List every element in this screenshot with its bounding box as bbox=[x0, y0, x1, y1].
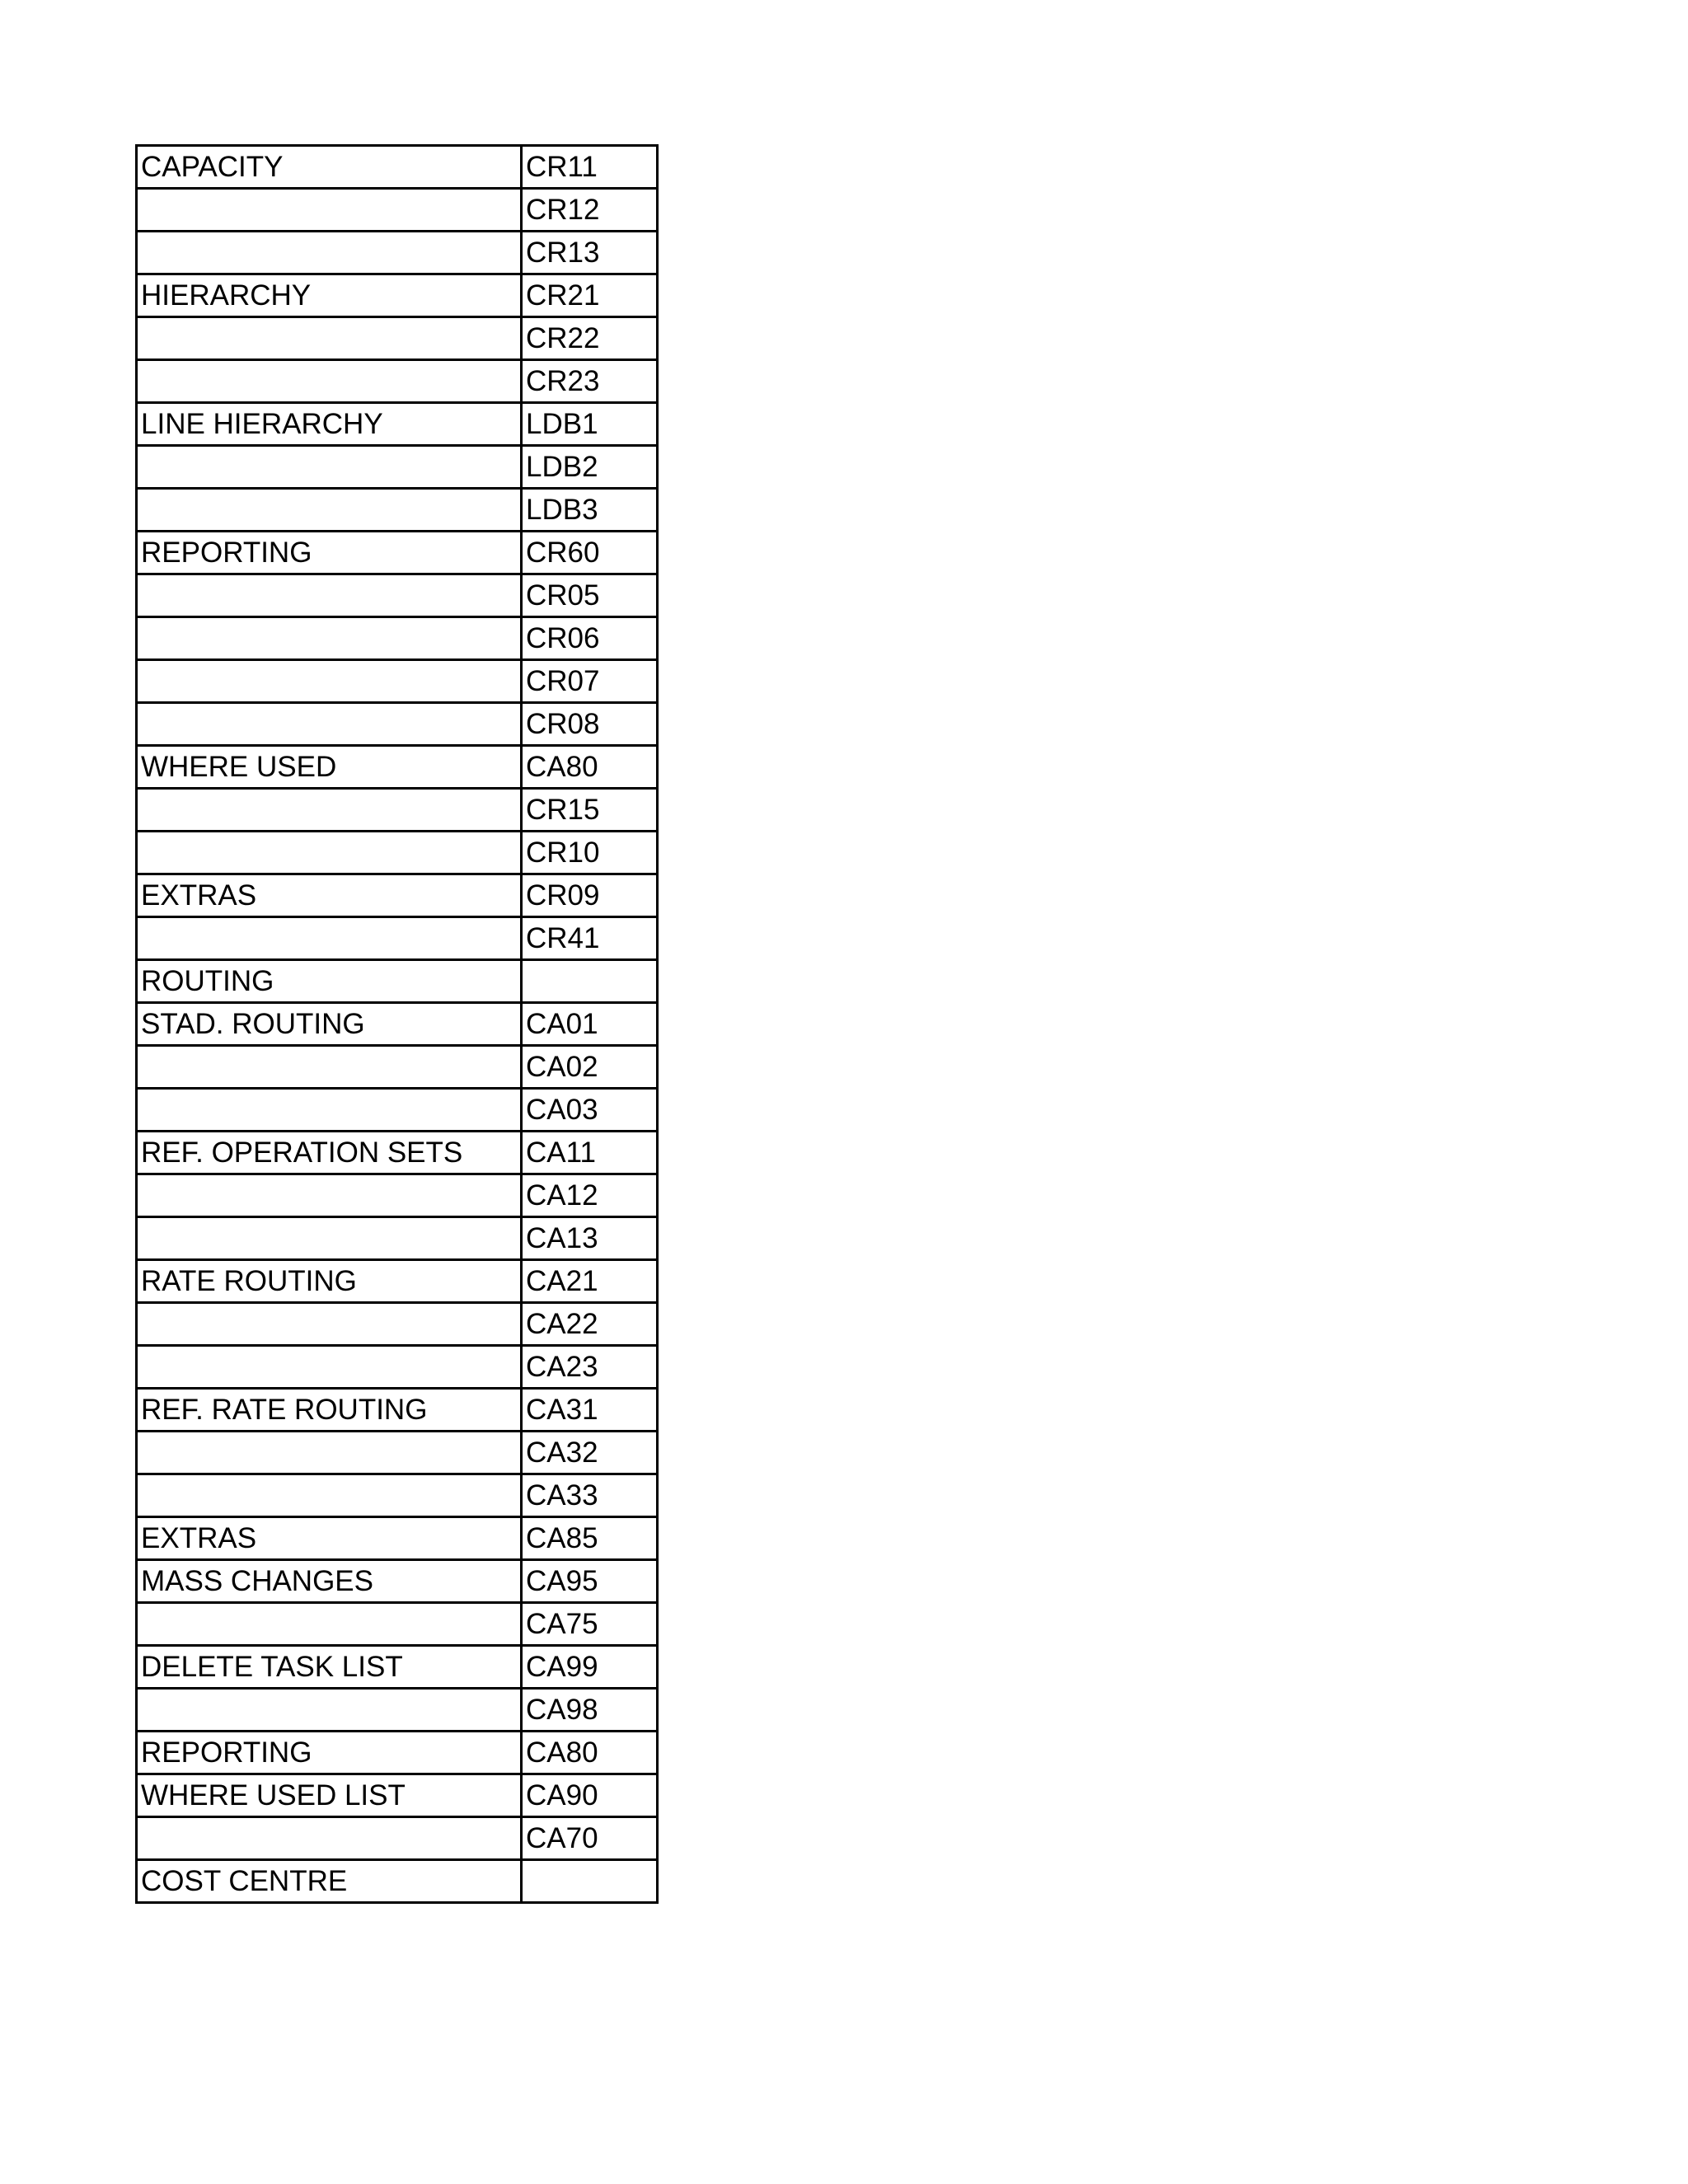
menu-label-cell: REPORTING bbox=[137, 532, 522, 574]
table-row bbox=[137, 574, 658, 617]
menu-label-cell: RATE ROUTING bbox=[137, 1260, 522, 1303]
transaction-code-cell: CA80 bbox=[522, 1732, 658, 1774]
menu-label-cell bbox=[137, 1817, 522, 1860]
menu-label-cell bbox=[137, 317, 522, 360]
table-row bbox=[137, 1217, 658, 1260]
menu-label-cell: EXTRAS bbox=[137, 874, 522, 917]
table-row bbox=[137, 232, 658, 274]
transaction-code-table bbox=[135, 144, 659, 1904]
menu-label-cell: REF. RATE ROUTING bbox=[137, 1389, 522, 1432]
transaction-code-cell: CR12 bbox=[522, 189, 658, 232]
menu-label-cell: HIERARCHY bbox=[137, 274, 522, 317]
transaction-code-cell: CR15 bbox=[522, 789, 658, 832]
table-row bbox=[137, 960, 658, 1003]
menu-label-cell bbox=[137, 1046, 522, 1089]
transaction-code-cell: LDB1 bbox=[522, 403, 658, 446]
menu-label-cell: WHERE USED LIST bbox=[137, 1774, 522, 1817]
menu-label-cell bbox=[137, 1603, 522, 1646]
menu-label-cell bbox=[137, 446, 522, 489]
table-row bbox=[137, 1089, 658, 1132]
menu-label-cell: COST CENTRE bbox=[137, 1860, 522, 1903]
transaction-code-cell: CR05 bbox=[522, 574, 658, 617]
transaction-code-cell bbox=[522, 1860, 658, 1903]
table-row bbox=[137, 189, 658, 232]
transaction-code-cell: LDB3 bbox=[522, 489, 658, 532]
table-row bbox=[137, 1174, 658, 1217]
transaction-code-cell: CA75 bbox=[522, 1603, 658, 1646]
table-row bbox=[137, 1646, 658, 1689]
table-row bbox=[137, 1303, 658, 1346]
menu-label-cell: REPORTING bbox=[137, 1732, 522, 1774]
transaction-code-cell: CA01 bbox=[522, 1003, 658, 1046]
table-row bbox=[137, 1603, 658, 1646]
table-row bbox=[137, 1732, 658, 1774]
transaction-code-cell: CR08 bbox=[522, 703, 658, 746]
transaction-code-cell: CR21 bbox=[522, 274, 658, 317]
menu-label-cell bbox=[137, 917, 522, 960]
transaction-code-cell: CA80 bbox=[522, 746, 658, 789]
transaction-code-cell: CA13 bbox=[522, 1217, 658, 1260]
menu-label-cell: CAPACITY bbox=[137, 146, 522, 189]
table-row bbox=[137, 789, 658, 832]
table-row bbox=[137, 703, 658, 746]
table-body bbox=[137, 146, 658, 1903]
table-row bbox=[137, 1774, 658, 1817]
transaction-code-cell: CR41 bbox=[522, 917, 658, 960]
table-row bbox=[137, 1046, 658, 1089]
table-row bbox=[137, 1003, 658, 1046]
transaction-code-cell: CA11 bbox=[522, 1132, 658, 1174]
table-row bbox=[137, 746, 658, 789]
table-row bbox=[137, 1860, 658, 1903]
transaction-code-cell: LDB2 bbox=[522, 446, 658, 489]
transaction-code-cell: CA98 bbox=[522, 1689, 658, 1732]
menu-label-cell: MASS CHANGES bbox=[137, 1560, 522, 1603]
transaction-code-cell: CR10 bbox=[522, 832, 658, 874]
table-row bbox=[137, 360, 658, 403]
menu-label-cell bbox=[137, 574, 522, 617]
transaction-code-cell: CA90 bbox=[522, 1774, 658, 1817]
table-row bbox=[137, 532, 658, 574]
menu-label-cell bbox=[137, 660, 522, 703]
transaction-code-cell: CA70 bbox=[522, 1817, 658, 1860]
table-row bbox=[137, 1346, 658, 1389]
transaction-code-cell: CA85 bbox=[522, 1517, 658, 1560]
menu-label-cell: EXTRAS bbox=[137, 1517, 522, 1560]
menu-label-cell bbox=[137, 1432, 522, 1474]
transaction-code-cell bbox=[522, 960, 658, 1003]
table-row bbox=[137, 917, 658, 960]
menu-label-cell bbox=[137, 1217, 522, 1260]
menu-label-cell bbox=[137, 832, 522, 874]
transaction-code-cell: CR11 bbox=[522, 146, 658, 189]
menu-label-cell bbox=[137, 1089, 522, 1132]
menu-label-cell: STAD. ROUTING bbox=[137, 1003, 522, 1046]
table-row bbox=[137, 1474, 658, 1517]
menu-label-cell bbox=[137, 1303, 522, 1346]
menu-label-cell: DELETE TASK LIST bbox=[137, 1646, 522, 1689]
menu-label-cell bbox=[137, 1174, 522, 1217]
menu-label-cell: WHERE USED bbox=[137, 746, 522, 789]
transaction-code-cell: CA32 bbox=[522, 1432, 658, 1474]
table-row bbox=[137, 617, 658, 660]
menu-label-cell bbox=[137, 1346, 522, 1389]
transaction-code-cell: CA33 bbox=[522, 1474, 658, 1517]
table-row bbox=[137, 1260, 658, 1303]
table-row bbox=[137, 489, 658, 532]
table-row bbox=[137, 1132, 658, 1174]
transaction-code-cell: CA21 bbox=[522, 1260, 658, 1303]
transaction-code-cell: CR07 bbox=[522, 660, 658, 703]
table-row bbox=[137, 146, 658, 189]
transaction-code-cell: CA03 bbox=[522, 1089, 658, 1132]
menu-label-cell bbox=[137, 489, 522, 532]
table-row bbox=[137, 874, 658, 917]
table-row bbox=[137, 1817, 658, 1860]
transaction-code-cell: CA99 bbox=[522, 1646, 658, 1689]
transaction-code-cell: CR13 bbox=[522, 232, 658, 274]
table-row bbox=[137, 403, 658, 446]
transaction-code-cell: CA31 bbox=[522, 1389, 658, 1432]
transaction-code-cell: CA12 bbox=[522, 1174, 658, 1217]
menu-label-cell: LINE HIERARCHY bbox=[137, 403, 522, 446]
menu-label-cell bbox=[137, 617, 522, 660]
table-row bbox=[137, 274, 658, 317]
transaction-code-cell: CA02 bbox=[522, 1046, 658, 1089]
menu-label-cell bbox=[137, 703, 522, 746]
table-row bbox=[137, 317, 658, 360]
transaction-code-cell: CR60 bbox=[522, 532, 658, 574]
table-row bbox=[137, 446, 658, 489]
table-row bbox=[137, 832, 658, 874]
menu-label-cell bbox=[137, 1689, 522, 1732]
menu-label-cell: ROUTING bbox=[137, 960, 522, 1003]
table-row bbox=[137, 660, 658, 703]
transaction-code-cell: CR09 bbox=[522, 874, 658, 917]
transaction-code-cell: CA23 bbox=[522, 1346, 658, 1389]
menu-label-cell: REF. OPERATION SETS bbox=[137, 1132, 522, 1174]
table-row bbox=[137, 1517, 658, 1560]
table-row bbox=[137, 1560, 658, 1603]
menu-label-cell bbox=[137, 360, 522, 403]
table-row bbox=[137, 1389, 658, 1432]
transaction-code-cell: CR23 bbox=[522, 360, 658, 403]
table-row bbox=[137, 1432, 658, 1474]
table-row bbox=[137, 1689, 658, 1732]
transaction-code-cell: CA22 bbox=[522, 1303, 658, 1346]
transaction-code-cell: CA95 bbox=[522, 1560, 658, 1603]
menu-label-cell bbox=[137, 232, 522, 274]
transaction-code-cell: CR22 bbox=[522, 317, 658, 360]
menu-label-cell bbox=[137, 789, 522, 832]
menu-label-cell bbox=[137, 189, 522, 232]
transaction-code-cell: CR06 bbox=[522, 617, 658, 660]
menu-label-cell bbox=[137, 1474, 522, 1517]
